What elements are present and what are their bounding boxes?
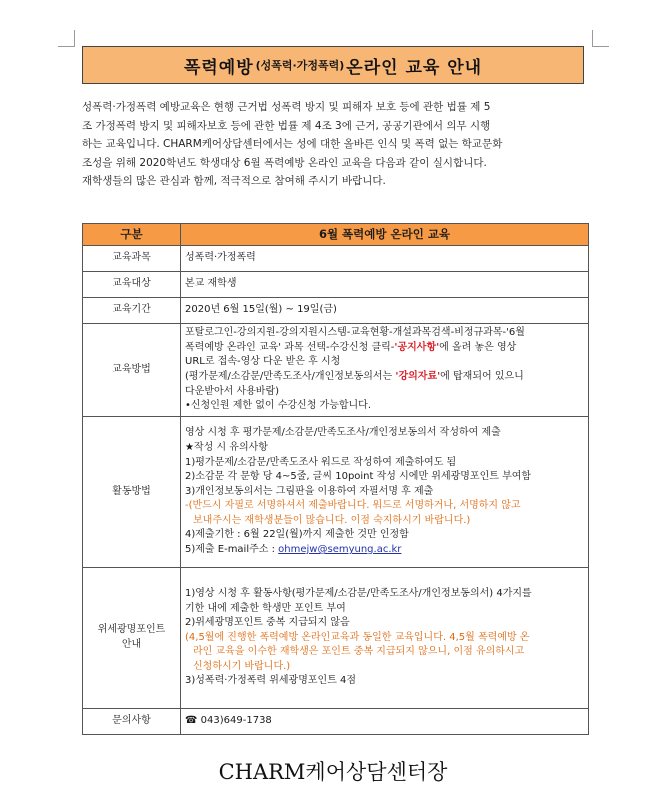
method-line bbox=[185, 341, 584, 356]
email-link[interactable]: ohmejw@semyung.ac.kr bbox=[278, 544, 402, 556]
table-row-subject bbox=[83, 246, 589, 272]
contact-phone: 043)649-1738 bbox=[200, 715, 272, 727]
method-line: 다운받아서 사용바람) bbox=[185, 385, 280, 397]
intro-line: 하는 교육입니다. CHARM케어상담센터에서는 성에 대한 올바른 인식 및 폭력 없는 학교문화 bbox=[82, 138, 503, 150]
intro-line: 성폭력·가정폭력 예방교육은 현행 근거법 성폭력 방지 및 피해자 보호 등에 관한 법률 제 5 bbox=[82, 101, 491, 113]
points-value bbox=[181, 568, 589, 709]
method-line: 포탈로그인-강의지원-강의지원시스템-교육현황-개설과목검색-비정규과목-'6월 bbox=[185, 327, 525, 339]
activity-line: 3)개인정보동의서는 그림판을 이용하여 자필서명 후 제출 bbox=[185, 485, 434, 497]
method-line: URL로 접속-영상 다운 받은 후 시청 bbox=[185, 356, 341, 368]
intro-line: 조 가정폭력 방지 및 피해자보호 등에 관한 법률 제 4조 3에 근거, 공공기관에서 의무 시행 bbox=[82, 119, 491, 132]
intro-line: 조성을 위해 2020학년도 학생대상 6월 폭력예방 온라인 교육을 다음과 같이 실시합니다. bbox=[82, 156, 487, 169]
activity-line: 1)평가문제/소감문/만족도조사 워드로 작성하여 제출하여도 됨 bbox=[185, 456, 457, 468]
method-label: 교육방법 bbox=[83, 324, 181, 417]
header-content: 6월 폭력예방 온라인 교육 bbox=[181, 224, 589, 246]
method-line-text: 에 탑재되어 있으니 bbox=[440, 371, 524, 382]
period-label: 교육기간 bbox=[83, 298, 181, 324]
method-line-text: (평가문제/소감문/만족도조사/개인정보동의서는 bbox=[185, 371, 393, 382]
title-banner bbox=[82, 46, 584, 84]
activity-line-text: 5)제출 E-mail주소 : bbox=[185, 544, 279, 556]
method-line: •신청인원 제한 없이 수강신청 가능합니다. bbox=[185, 400, 372, 412]
page-corner-mark-right bbox=[592, 30, 609, 47]
activity-line: ★작성 시 유의사항 bbox=[185, 441, 268, 453]
activity-value bbox=[181, 417, 589, 568]
points-warning-line: 라인 교육을 이수한 재학생은 포인트 중복 지급되지 않으니, 이점 유의하시고 bbox=[193, 646, 525, 658]
intro-line: 재학생들의 많은 관심과 함께, 적극적으로 참여해 주시기 바랍니다. bbox=[82, 175, 386, 187]
intro-paragraph bbox=[82, 98, 590, 191]
points-label-line: 안내 bbox=[121, 639, 142, 650]
points-warning-line: 신청하시기 바랍니다.) bbox=[193, 660, 291, 672]
points-line: 3)성폭력·가정폭력 위세광명포인트 4점 bbox=[185, 675, 357, 687]
subject-label: 교육과목 bbox=[83, 246, 181, 272]
points-line: 기한 내에 제출한 학생만 포인트 부여 bbox=[185, 602, 346, 614]
points-line: 2)위세광명포인트 중복 지급되지 않음 bbox=[185, 617, 350, 629]
activity-line: 2)소감문 각 문항 당 4~5줄, 글씨 10point 작성 시에만 위세광명포인트 부여함 bbox=[185, 471, 532, 483]
method-line-text: 에 올려 놓은 영상 bbox=[439, 341, 517, 353]
info-table bbox=[82, 223, 589, 735]
points-label bbox=[83, 568, 181, 709]
title-main-before: 폭력예방 bbox=[183, 57, 254, 78]
table-row-method bbox=[83, 324, 589, 417]
title-subtitle: (성폭력·가정폭력) bbox=[255, 59, 345, 72]
table-row-target bbox=[83, 272, 589, 298]
activity-line bbox=[185, 543, 584, 558]
header-category: 구분 bbox=[83, 224, 181, 246]
activity-warning-line: 보내주시는 재학생분들이 많습니다. 이점 숙지하시기 바랍니다.) bbox=[193, 514, 471, 526]
activity-warning-line: -(반드시 자필로 서명하셔서 제출바랍니다. 워드로 서명하거나, 서명하지 않고 bbox=[185, 500, 521, 512]
period-value: 2020년 6월 15일(월) ~ 19일(금) bbox=[181, 298, 589, 324]
table-row-period bbox=[83, 298, 589, 324]
contact-label: 문의사항 bbox=[83, 709, 181, 735]
table-row-activity bbox=[83, 417, 589, 568]
method-line bbox=[185, 370, 584, 385]
points-label-line: 위세광명포인트 bbox=[97, 624, 166, 636]
subject-value: 성폭력·가정폭력 bbox=[181, 246, 589, 272]
lecture-material-highlight: '강의자료' bbox=[395, 371, 441, 382]
activity-line: 4)제출기한 : 6월 22일(월)까지 제출한 것만 인정함 bbox=[185, 529, 409, 541]
method-value bbox=[181, 324, 589, 417]
table-header-row bbox=[83, 224, 589, 246]
target-label: 교육대상 bbox=[83, 272, 181, 298]
footer-signature: CHARM케어상담센터장 bbox=[218, 760, 448, 784]
title-main-after: 온라인 교육 안내 bbox=[346, 57, 483, 78]
method-line-text: 폭력예방 온라인 교육' 과목 선택-수강신청 클릭- bbox=[185, 341, 395, 353]
points-line: 1)영상 시청 후 활동사항(평가문제/소감문/만족도조사/개인정보동의서) 4가지를 bbox=[185, 587, 532, 599]
table-row-contact bbox=[83, 709, 589, 735]
target-value: 본교 재학생 bbox=[181, 272, 589, 298]
activity-label: 활동방법 bbox=[83, 417, 181, 568]
page-corner-mark-left bbox=[58, 30, 75, 47]
contact-value bbox=[181, 709, 589, 735]
points-warning-line: (4,5월에 진행한 폭력예방 온라인교육과 동일한 교육입니다. 4,5월 폭력예방 온 bbox=[185, 631, 530, 643]
phone-icon: ☎ bbox=[185, 715, 198, 727]
activity-line: 영상 시청 후 평가문제/소감문/만족도조사/개인정보동의서 작성하여 제출 bbox=[185, 427, 501, 439]
notice-board-highlight: '공지사항' bbox=[394, 341, 440, 353]
table-row-points bbox=[83, 568, 589, 709]
